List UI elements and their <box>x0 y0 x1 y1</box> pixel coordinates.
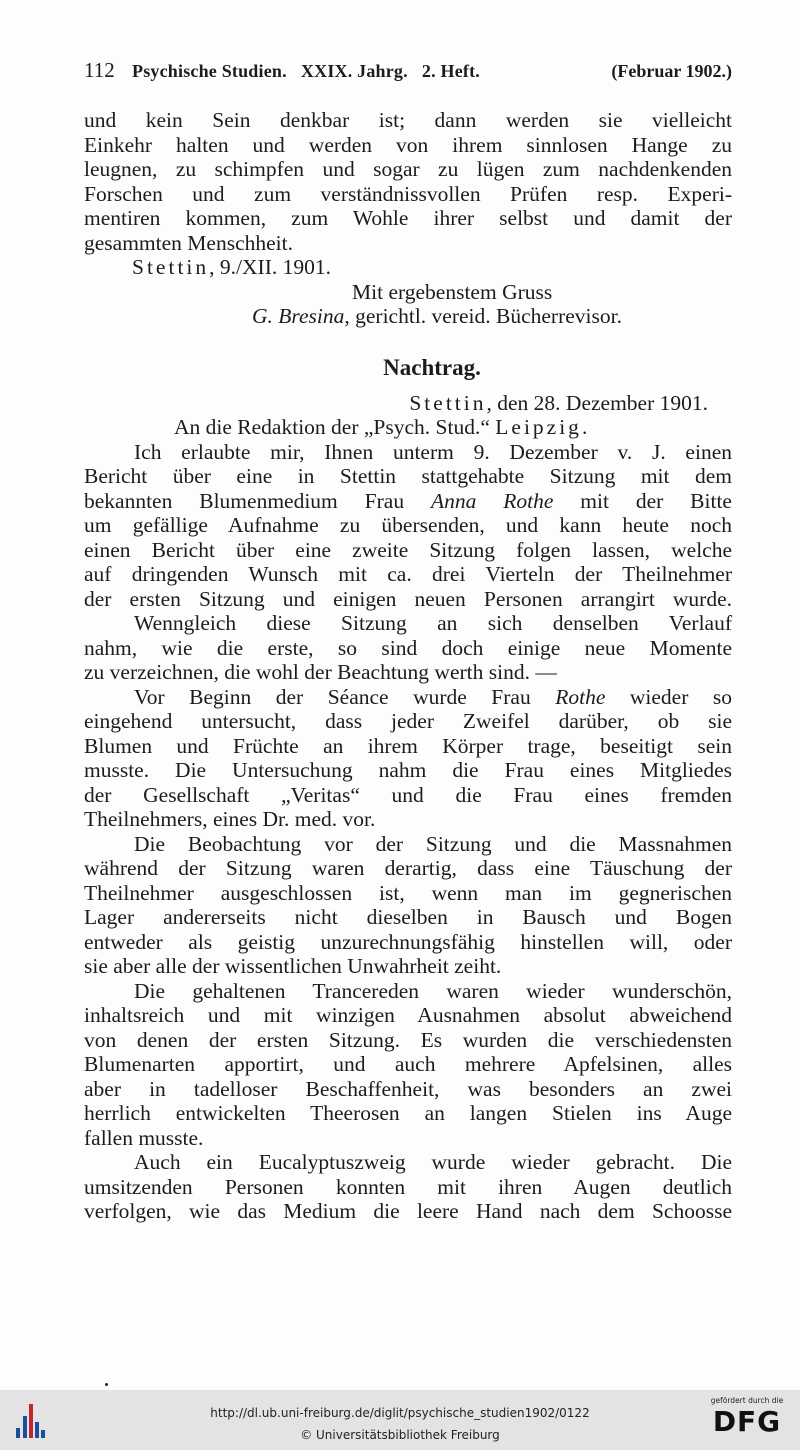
nachtrag-dateline <box>84 391 732 416</box>
text-line: auf dringenden Wunsch mit ca. drei Vierteln der Theilnehmer <box>84 562 732 586</box>
text-line: mentiren kommen, zum Wohle ihrer selbst und damit der <box>84 206 732 230</box>
signature-name: G. Bresina <box>252 304 345 328</box>
text-line: fallen musste. <box>84 1125 204 1150</box>
permalink-url[interactable]: http://dl.ub.uni-freiburg.de/diglit/psychische_studien1902/0122 <box>210 1406 590 1420</box>
text-span: wieder so <box>605 684 732 709</box>
nachtrag-date: , den 28. Dezember 1901. <box>486 390 708 415</box>
text-line: nahm, wie die erste, so sind doch einige neue Momente <box>84 635 732 660</box>
text-line: sie aber alle der wissentlichen Unwahrheit zeiht. <box>84 954 502 978</box>
text-line: Forschen und zum verständnissvollen Prüfen resp. Experi- <box>84 181 732 206</box>
text-line: gesammten Menschheit. <box>84 230 293 255</box>
issue-date: (Februar 1902.) <box>611 61 732 81</box>
signature-title: , gerichtl. vereid. Bücherrevisor. <box>344 304 622 328</box>
letter-dateline <box>84 255 732 280</box>
text-line: der ersten Sitzung und einigen neuen Personen arrangirt wurde. <box>84 586 732 611</box>
text-line: einen Bericht über eine zweite Sitzung folgen lassen, welche <box>84 537 732 562</box>
text-line: und kein Sein denkbar ist; dann werden sie vielleicht <box>84 108 732 132</box>
page-body <box>84 108 732 1224</box>
section-heading: Nachtrag. <box>383 354 481 380</box>
address-end: . <box>581 415 588 439</box>
nachtrag-place: Stettin <box>409 390 487 415</box>
text-line: leugnen, zu schimpfen und sogar zu lügen zum nachdenkenden <box>84 157 732 181</box>
medium-name: Anna Rothe <box>430 488 554 513</box>
text-line: Wenngleich diese Sitzung an sich denselben Verlauf <box>134 611 732 635</box>
letter-closing: Mit ergebenstem Gruss <box>352 279 553 304</box>
nachtrag-address <box>84 415 732 440</box>
dfg-logo <box>702 1396 792 1446</box>
letter-place: Stettin <box>132 255 210 279</box>
text-line: Die gehaltenen Trancereden waren wieder wunderschön, <box>134 978 732 1003</box>
text-line: verfolgen, wie das Medium die leere Hand nach dem Schoosse <box>84 1199 732 1223</box>
text-line: aber in tadelloser Beschaffenheit, was besonders an zwei <box>84 1076 732 1101</box>
text-span: bekannten Blumenmedium Frau <box>84 488 431 513</box>
text-line: Theilnehmer ausgeschlossen ist, wenn man im gegnerischen <box>84 880 732 905</box>
address-city: Leipzig <box>495 415 582 439</box>
text-line: Blumen und Früchte an ihrem Körper trage, beseitigt sein <box>84 733 732 758</box>
letter-date: , 9./XII. 1901. <box>209 255 331 279</box>
text-line: Ich erlaubte mir, Ihnen unterm 9. Dezember v. J. einen <box>134 439 732 464</box>
funding-note: gefördert durch die <box>710 1396 784 1405</box>
text-line: Die Beobachtung vor der Sitzung und die Massnahmen <box>134 831 732 856</box>
running-title: Psychische Studien. XXIX. Jahrg. 2. Heft. <box>132 61 481 81</box>
scan-speck <box>105 1383 108 1386</box>
text-line: umsitzenden Personen konnten mit ihren Augen deutlich <box>84 1174 732 1199</box>
text-line: der Gesellschaft „Veritas“ und die Frau eines fremden <box>84 782 732 807</box>
text-line: zu verzeichnen, die wohl der Beachtung werth sind. — <box>84 660 557 684</box>
text-line: eingehend untersucht, dass jeder Zweifel darüber, ob sie <box>84 709 732 733</box>
text-line: von denen der ersten Sitzung. Es wurden die verschiedensten <box>84 1027 732 1052</box>
address-text: An die Redaktion der „Psych. Stud.“ <box>174 415 496 439</box>
text-line: Auch ein Eucalyptuszweig wurde wieder gebracht. Die <box>134 1150 732 1174</box>
copyright-notice: © Universitätsbibliothek Freiburg <box>300 1428 500 1442</box>
page-number: 112 <box>84 58 115 82</box>
text-line: inhaltsreich und mit winzigen Ausnahmen absolut abweichend <box>84 1003 732 1027</box>
text-line: musste. Die Untersuchung nahm die Frau eines Mitgliedes <box>84 758 732 782</box>
text-line: Lager andererseits nicht dieselben in Bausch und Bogen <box>84 905 732 929</box>
text-line: während der Sitzung waren derartig, dass eine Täuschung der <box>84 856 732 880</box>
text-line: entweder als geistig unzurechnungsfähig hinstellen will, oder <box>84 929 732 954</box>
text-line: Blumenarten apportirt, und auch mehrere Apfelsinen, alles <box>84 1052 732 1076</box>
funder-logo-text: DFG <box>712 1405 782 1438</box>
text-line: um gefällige Aufnahme zu übersenden, und kann heute noch <box>84 513 732 537</box>
text-line <box>84 685 732 710</box>
letter-signature <box>84 304 732 329</box>
running-header <box>84 58 732 86</box>
text-line: Bericht über eine in Stettin stattgehabte Sitzung mit dem <box>84 464 732 488</box>
text-line: Einkehr halten und werden von ihrem sinnlosen Hange zu <box>84 132 732 157</box>
text-line: herrlich entwickelten Theerosen an langen Stielen ins Auge <box>84 1101 732 1125</box>
viewer-footer <box>0 1390 800 1450</box>
text-line: Theilnehmers, eines Dr. med. vor. <box>84 807 376 831</box>
medium-name: Rothe <box>555 684 606 709</box>
spacer <box>84 329 732 351</box>
text-span: Vor Beginn der Séance wurde Frau <box>134 684 556 709</box>
text-line <box>84 489 732 514</box>
text-span: mit der Bitte <box>553 488 732 513</box>
